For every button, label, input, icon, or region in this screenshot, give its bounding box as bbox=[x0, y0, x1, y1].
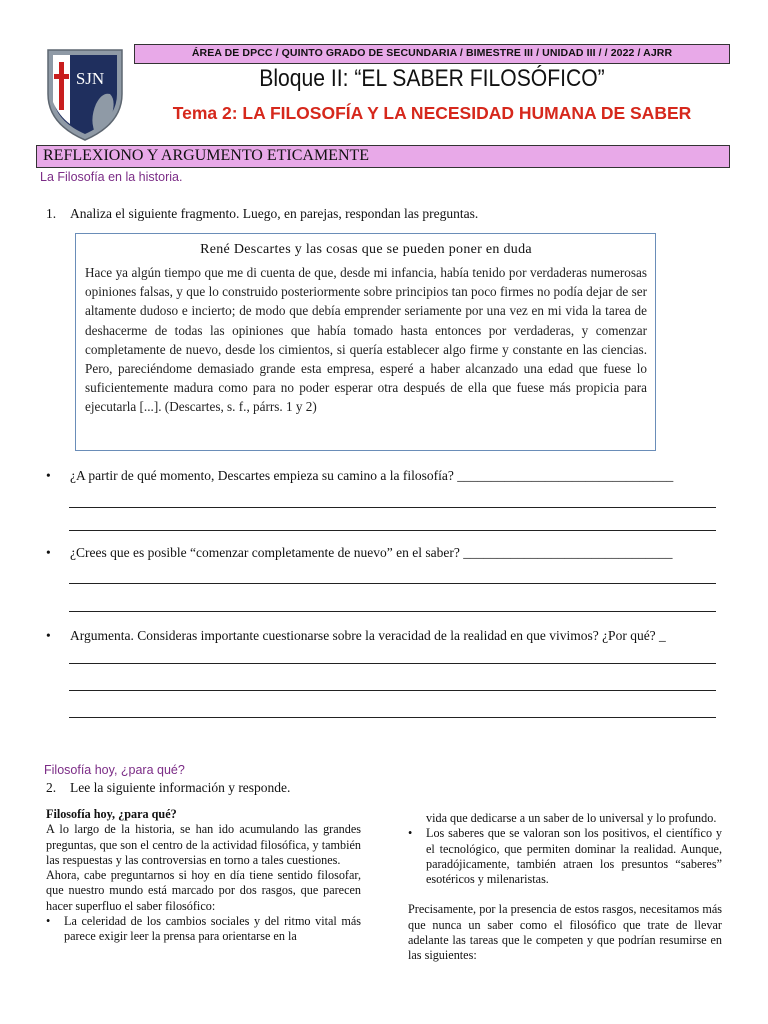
reading-bullet-b bbox=[408, 826, 722, 887]
logo-text: SJN bbox=[75, 69, 105, 88]
answer-line[interactable] bbox=[69, 583, 716, 584]
reading-bullet-a-end: vida que dedicarse a un saber de lo universal y lo profundo. bbox=[426, 811, 717, 825]
question-2 bbox=[46, 779, 290, 797]
bloque-title: Bloque II: “EL SABER FILOSÓFICO” bbox=[259, 65, 605, 92]
question-1-text: Analiza el siguiente fragmento. Luego, en parejas, respondan las preguntas. bbox=[70, 206, 479, 221]
reading-right-column bbox=[408, 811, 722, 964]
reading-bullet-b-text: Los saberes que se valoran son los positivos, el científico y el tecnológico, que permiten dominar la realidad. Aunque, paradójicamente, también atraen los presuntos “saberes” esotéricos y milenaristas. bbox=[426, 826, 722, 887]
answer-line[interactable] bbox=[69, 717, 716, 718]
answer-line[interactable] bbox=[69, 611, 716, 612]
quote-title: René Descartes y las cosas que se pueden poner en duda bbox=[200, 242, 532, 257]
bullet-question-1-text: ¿A partir de qué momento, Descartes empieza su camino a la filosofía? ________________________________ bbox=[70, 468, 674, 483]
answer-line[interactable] bbox=[69, 530, 716, 531]
bullet-icon: • bbox=[46, 468, 51, 483]
reading-left-column bbox=[46, 807, 361, 945]
reading-bullet-a bbox=[46, 914, 361, 945]
bullet-icon: • bbox=[46, 545, 51, 560]
quote-text: Hace ya algún tiempo que me di cuenta de que, desde mi infancia, había tenido por verdaderas numerosas opiniones falsas, y que lo construido posteriormente sobre principios tan poco firmes no podía dejar de ser altamente dudoso e incierto; de modo que debía emprender seriamente por una vez en mi vida la tarea de deshacerme de todas las opiniones que había tomado hasta entonces por verdaderas, y comenzar completamente de nuevo, desde los cimientos, si quería establecer algo firme y constante en las ciencias. Pero, pareciéndome demasiado grande esta empresa, esperé a haber alcanzado una edad que fuese lo suficientemente madura como para no poder esperar otra después de ella que fuese más propicia para ejecutarla [...]. (Descartes, s. f., párrs. 1 y 2) bbox=[85, 265, 647, 415]
answer-line[interactable] bbox=[69, 690, 716, 691]
question-2-text: Lee la siguiente información y responde. bbox=[70, 780, 291, 795]
descartes-quote-box bbox=[75, 233, 656, 451]
tema-title: Tema 2: LA FILOSOFÍA Y LA NECESIDAD HUMANA DE SABER bbox=[172, 103, 692, 123]
course-info-bar: ÁREA DE DPCC / QUINTO GRADO DE SECUNDARIA / BIMESTRE III / UNIDAD III / / 2022 / AJRR bbox=[134, 44, 730, 64]
school-logo bbox=[44, 44, 126, 142]
reading-paragraph-3: Precisamente, por la presencia de estos rasgos, necesitamos más que nunca un saber como el filosófico que trate de llevar adelante las tareas que le competen y que podrían resumirse en las siguientes: bbox=[408, 902, 722, 963]
question-1-number: 1. bbox=[46, 206, 57, 221]
bullet-question-3 bbox=[46, 627, 736, 645]
answer-line[interactable] bbox=[69, 663, 716, 664]
bullet-icon: • bbox=[46, 628, 51, 643]
question-2-number: 2. bbox=[46, 780, 57, 795]
bullet-question-2-text: ¿Crees que es posible “comenzar completamente de nuevo” en el saber? _______________________________ bbox=[70, 545, 673, 560]
bullet-icon: • bbox=[46, 914, 51, 929]
bullet-question-1 bbox=[46, 467, 736, 485]
reading-paragraph-1: A lo largo de la historia, se han ido acumulando las grandes preguntas, que son el centro de la actividad filosófica, y también las respuestas y las controversias en torno a tales cuestiones. bbox=[46, 822, 361, 867]
reading-bullet-a-continued bbox=[408, 811, 722, 826]
subheading-historia: La Filosofía en la historia. bbox=[40, 170, 183, 184]
bullet-question-3-text: Argumenta. Consideras importante cuestionarse sobre la veracidad de la realidad en que vivimos? ¿Por qué? _ bbox=[70, 628, 666, 643]
answer-line[interactable] bbox=[69, 507, 716, 508]
bullet-icon: • bbox=[408, 826, 413, 841]
bullet-question-2 bbox=[46, 544, 736, 562]
question-1 bbox=[46, 205, 478, 223]
reading-title: Filosofía hoy, ¿para qué? bbox=[46, 807, 177, 821]
section-title-bar: REFLEXIONO Y ARGUMENTO ETICAMENTE bbox=[36, 145, 730, 168]
reading-bullet-a-start: La celeridad de los cambios sociales y del ritmo vital más parece exigir leer la prensa para orientarse en la bbox=[64, 914, 361, 944]
subheading-filosofia-hoy: Filosofía hoy, ¿para qué? bbox=[44, 763, 185, 777]
reading-paragraph-2: Ahora, cabe preguntarnos si hoy en día tiene sentido filosofar, que nuestro mundo está marcado por dos rasgos, que parecen hacer superfluo el saber filosófico: bbox=[46, 868, 361, 913]
